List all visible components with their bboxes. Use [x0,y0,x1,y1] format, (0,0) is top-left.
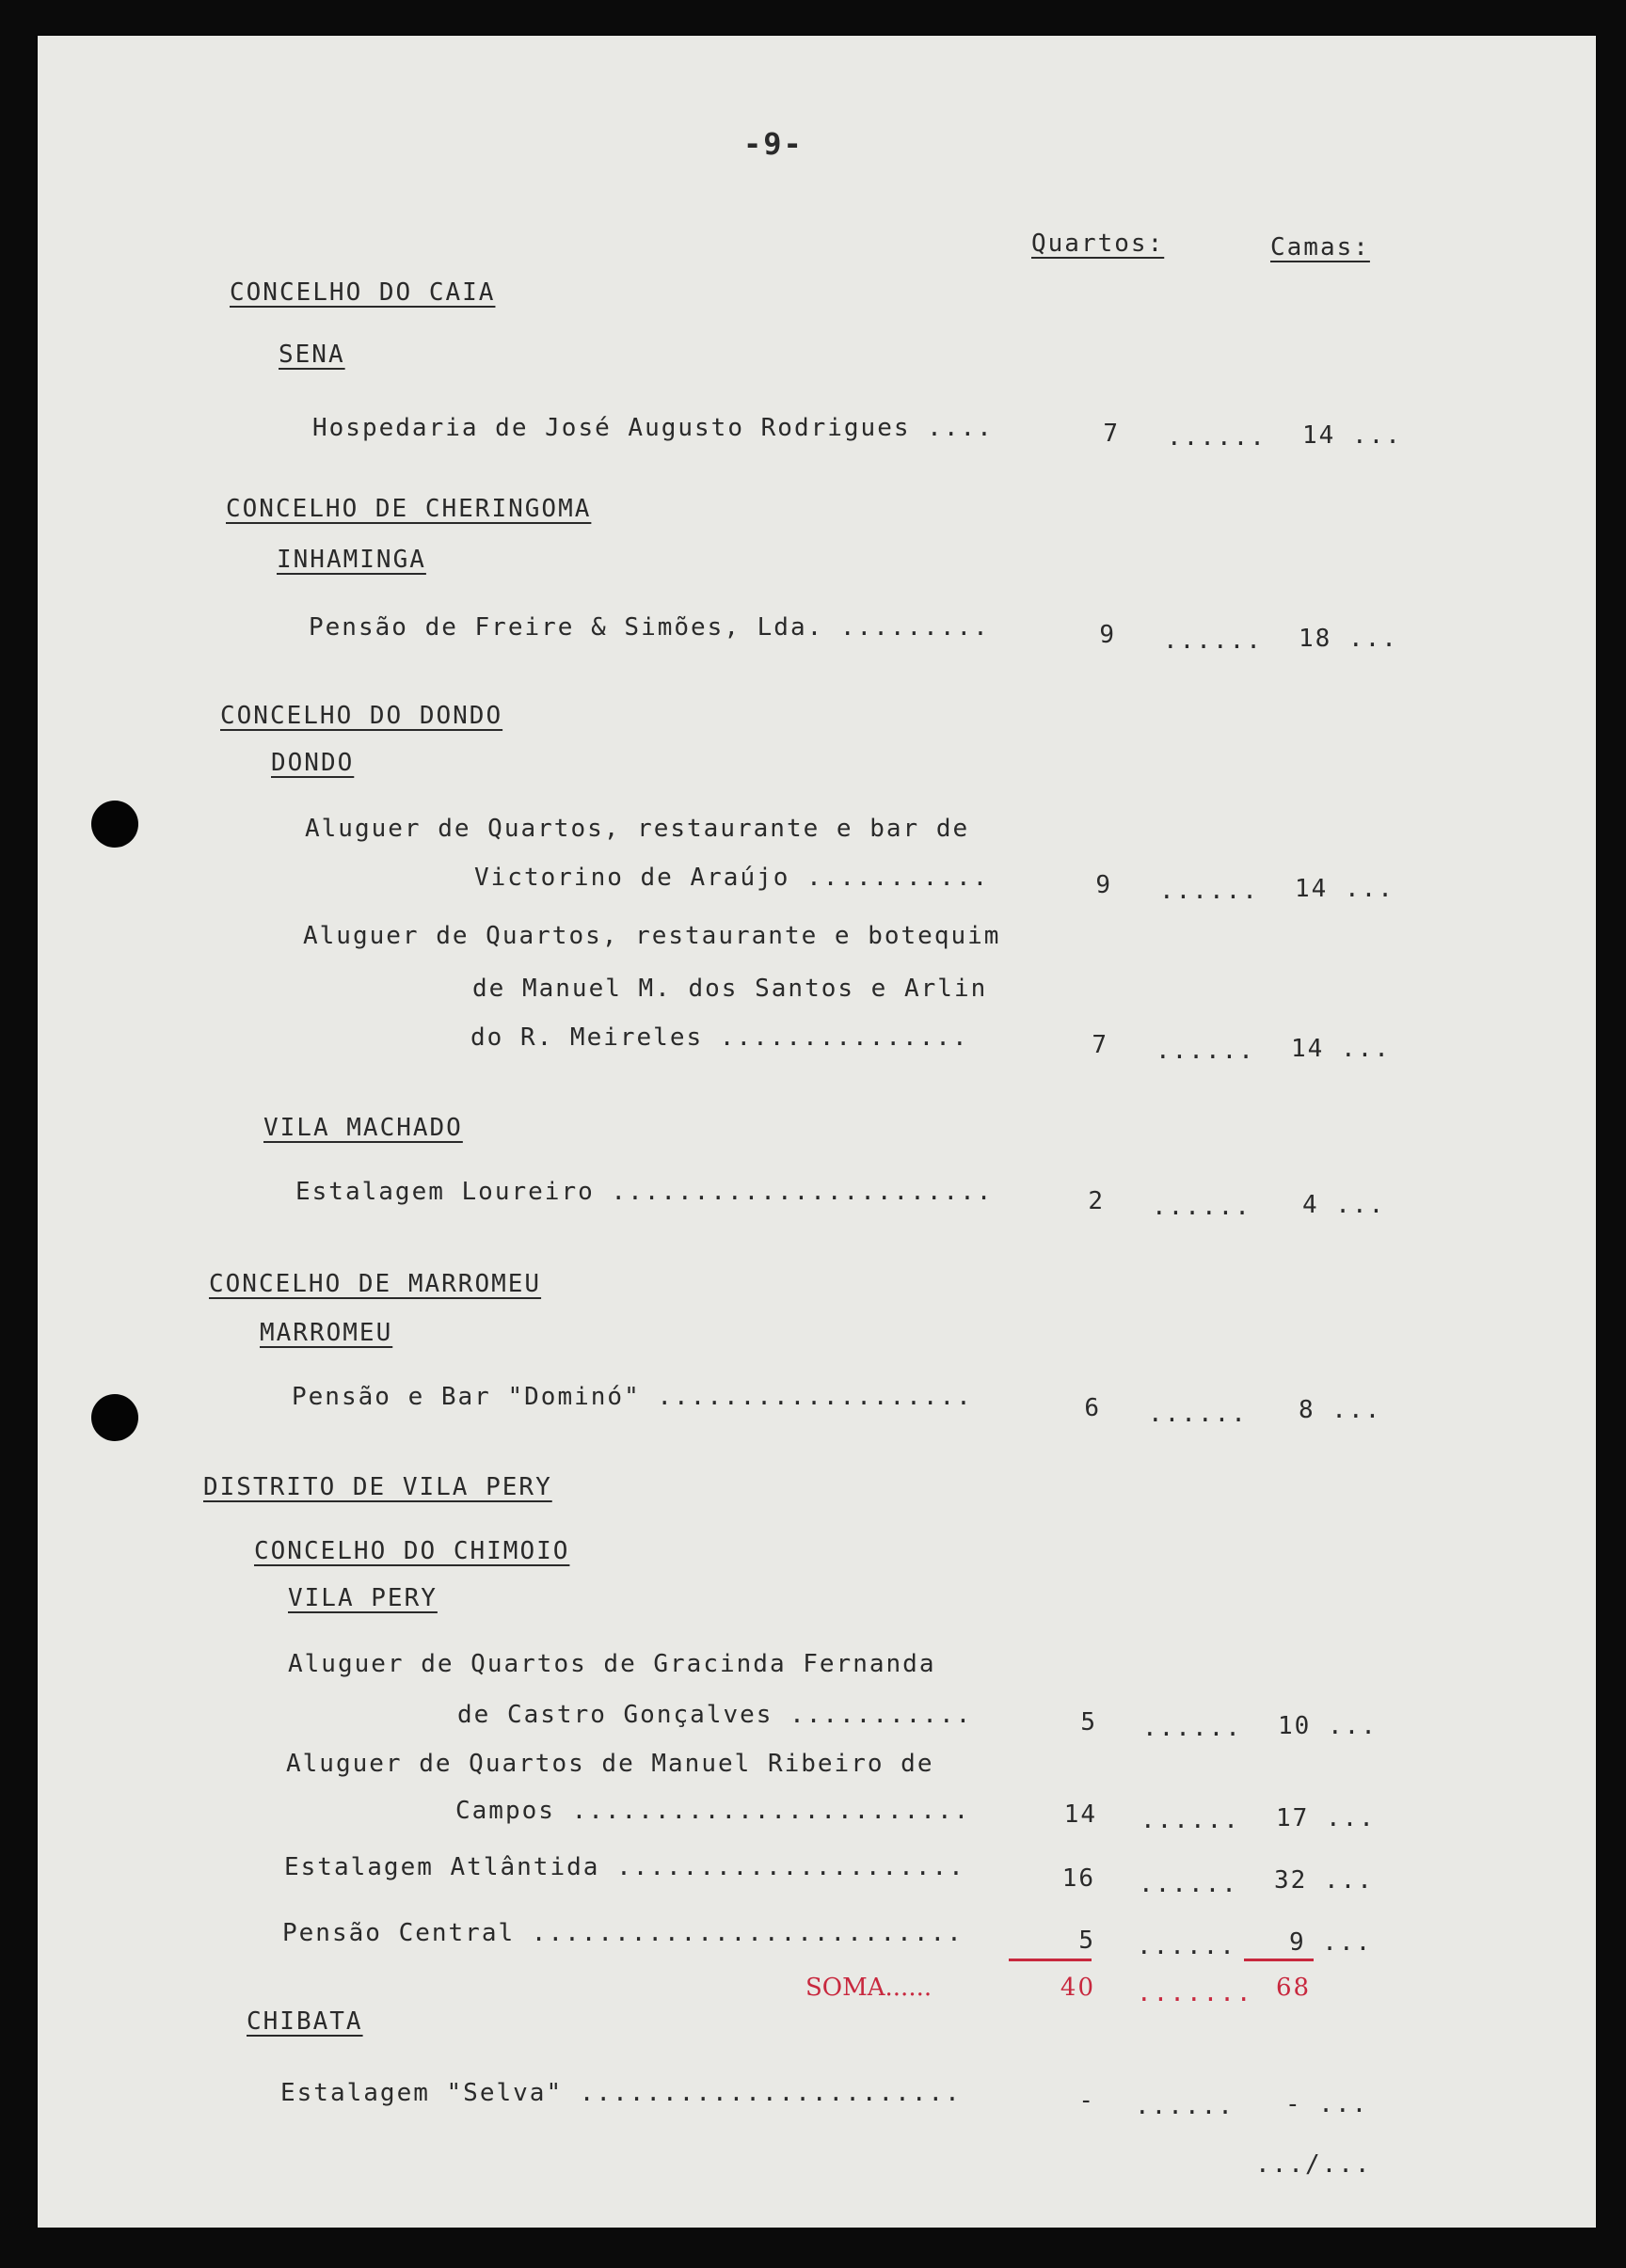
sum-camas: 68 [1276,1974,1312,2002]
sum-label: SOMA...... [805,1974,933,2002]
entry-line: de Castro Gonçalves ........... [457,1701,973,1729]
sum-quartos: 40 [1060,1974,1095,2002]
entry-quartos: 9 [1099,621,1116,649]
place-marromeu: MARROMEU [260,1319,393,1347]
continuation-mark: .../... [1255,2150,1372,2179]
entry-camas: 14 ... [1291,1035,1391,1063]
leader-dots: ...... [1163,626,1263,655]
entry-quartos: 9 [1095,871,1112,899]
leader-dots: ...... [1140,1806,1240,1834]
sum-underline-camas [1244,1959,1314,1961]
entry-quartos: 7 [1103,420,1120,448]
place-vila-pery: VILA PERY [288,1584,438,1612]
leader-dots: ...... [1139,1870,1238,1898]
sum-underline-quartos [1009,1959,1092,1961]
entry-name: Estalagem Atlântida ..................... [284,1853,965,1881]
sum-leader: ....... [1137,1979,1253,2007]
entry-quartos: - [1078,2086,1095,2115]
entry-camas: 9 ... [1289,1928,1373,1957]
section-title-chimoio: CONCELHO DO CHIMOIO [254,1537,570,1565]
entry-line: Aluguer de Quartos, restaurante e botequim [303,922,1001,950]
entry-quartos: 6 [1084,1394,1101,1422]
place-chibata: CHIBATA [247,2007,363,2036]
leader-dots: ...... [1167,423,1267,452]
entry-name: Pensão e Bar "Dominó" ................... [292,1383,973,1411]
punch-hole-upper [91,801,138,848]
entry-line: Aluguer de Quartos, restaurante e bar de [305,815,970,843]
section-title-cheringoma: CONCELHO DE CHERINGOMA [226,495,592,523]
leader-dots: ...... [1156,1037,1255,1065]
entry-line: Aluguer de Quartos de Gracinda Fernanda [288,1650,936,1678]
punch-hole-lower [91,1394,138,1441]
leader-dots: ...... [1135,2092,1235,2120]
entry-quartos: 2 [1088,1187,1105,1215]
entry-camas: 4 ... [1302,1191,1386,1219]
entry-name: Estalagem Loureiro ....................... [295,1178,994,1206]
entry-camas: 14 ... [1302,421,1402,450]
place-vila-machado: VILA MACHADO [263,1114,463,1142]
entry-quartos: 5 [1080,1708,1097,1737]
entry-line: Aluguer de Quartos de Manuel Ribeiro de [286,1750,934,1778]
entry-line: Campos ........................ [455,1797,971,1825]
leader-dots: ...... [1152,1193,1251,1221]
column-header-quartos: Quartos: [1031,230,1165,258]
leader-dots: ...... [1159,877,1259,905]
entry-line: de Manuel M. dos Santos e Arlin [472,975,988,1003]
place-sena: SENA [279,341,345,369]
section-title-marromeu: CONCELHO DE MARROMEU [209,1270,542,1298]
entry-camas: 8 ... [1299,1396,1382,1424]
column-header-camas: Camas: [1270,233,1370,262]
entry-camas: 32 ... [1274,1866,1374,1895]
entry-camas: 17 ... [1276,1804,1376,1832]
entry-line: Victorino de Araújo ........... [474,864,990,892]
entry-quartos: 14 [1063,1800,1097,1829]
section-title-dondo: CONCELHO DO DONDO [220,702,503,730]
leader-dots: ...... [1148,1400,1248,1428]
leader-dots: ...... [1142,1714,1242,1742]
entry-name: Hospedaria de José Augusto Rodrigues .... [312,414,994,442]
entry-quartos: 7 [1092,1031,1108,1059]
entry-camas: 14 ... [1295,875,1395,903]
entry-quartos: 16 [1061,1864,1095,1893]
leader-dots: ...... [1137,1932,1236,1960]
entry-line: do R. Meireles ............... [470,1023,969,1052]
page-number: -9- [743,126,804,162]
place-dondo: DONDO [271,749,355,777]
section-title-caia: CONCELHO DO CAIA [230,278,496,307]
entry-camas: 10 ... [1278,1712,1378,1740]
place-inhaminga: INHAMINGA [277,546,426,574]
entry-name: Pensão de Freire & Simões, Lda. ......... [309,613,990,642]
entry-camas: 18 ... [1299,625,1398,653]
entry-quartos: 5 [1078,1927,1095,1955]
entry-name: Pensão Central .......................... [282,1919,964,1947]
entry-name: Estalagem "Selva" ....................... [280,2079,962,2107]
district-title-vila-pery: DISTRITO DE VILA PERY [203,1473,552,1501]
entry-camas: - ... [1285,2090,1369,2118]
